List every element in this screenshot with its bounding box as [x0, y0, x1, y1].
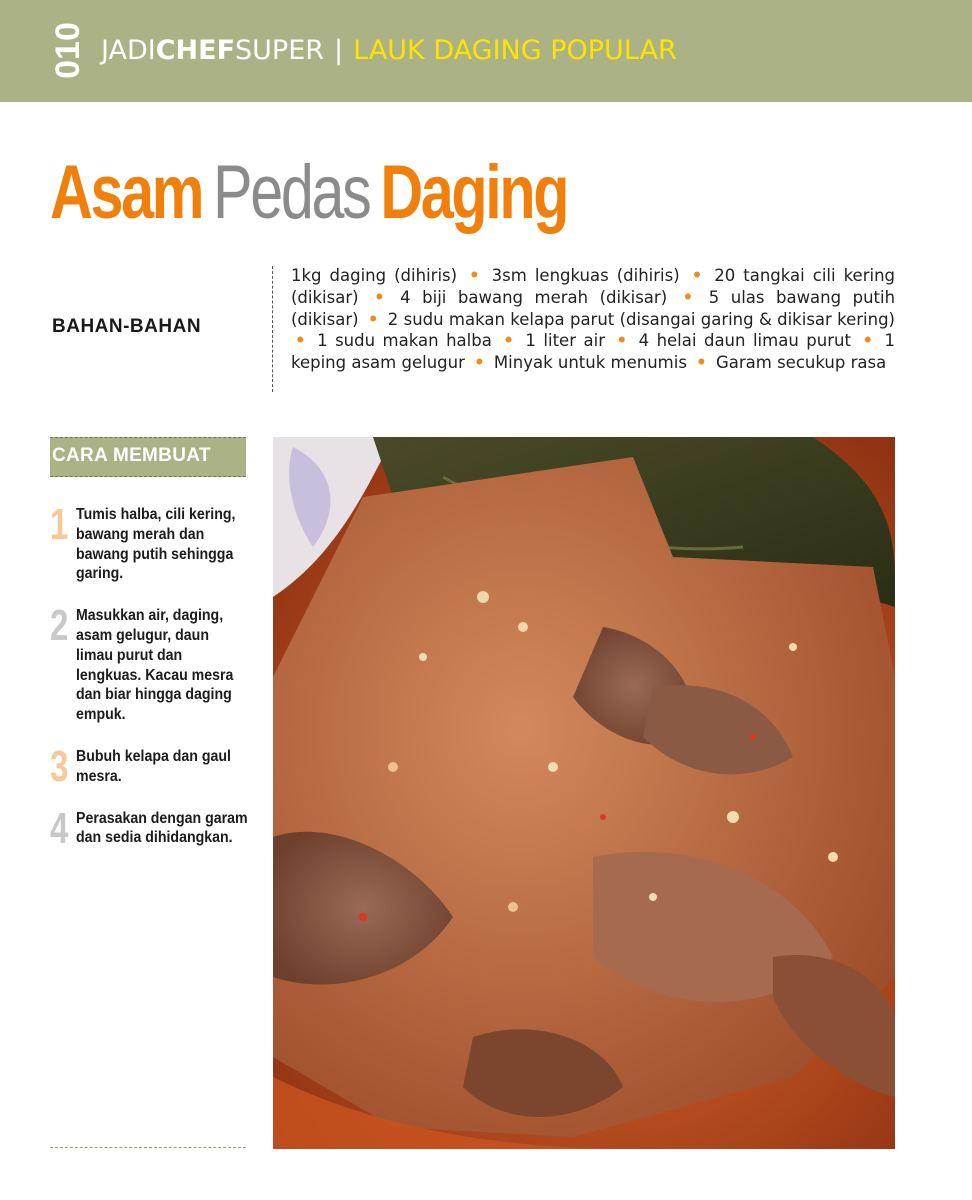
step-text: Masukkan air, daging, asam gelugur, daun limau purut dan lengkuas. Kacau mesra dan biar hingga daging empuk.: [76, 607, 234, 724]
title-pedas: Pedas: [213, 150, 370, 235]
ingredient-item: 4 biji bawang merah (dikisar): [400, 287, 668, 307]
step-1: [50, 500, 250, 584]
bullet-separator: •: [367, 309, 379, 329]
ingredient-item: 1 keping asam gelugur: [291, 331, 896, 373]
page-header: [0, 0, 972, 102]
bullet-separator: •: [862, 331, 873, 351]
ingredient-item: 1 liter air: [525, 331, 605, 351]
step-number: 2: [50, 601, 69, 651]
dish-photo: [273, 437, 895, 1149]
brand-separator: |: [334, 35, 344, 66]
bullet-separator: •: [474, 353, 485, 373]
bullet-separator: •: [691, 266, 703, 285]
ingredient-item: Garam secukup rasa: [715, 353, 887, 373]
brand-jadi: JADI: [101, 35, 156, 66]
bottom-divider: [50, 1147, 246, 1148]
ingredients-divider: [272, 266, 273, 392]
method-label-box: [50, 437, 246, 477]
recipe-title: [50, 150, 567, 236]
ingredient-item: 1 sudu makan halba: [317, 331, 492, 351]
ingredients-list: [291, 265, 895, 374]
step-4: [50, 803, 250, 853]
ingredient-item: Minyak untuk menumis: [493, 353, 687, 373]
brand-chef: CHEF: [155, 35, 236, 66]
header-brand: [101, 33, 677, 69]
bullet-separator: •: [682, 287, 694, 307]
bullet-separator: •: [469, 266, 480, 285]
step-number: 3: [50, 741, 69, 791]
step-number: 1: [50, 500, 69, 549]
bullet-separator: •: [503, 331, 514, 351]
page-number: 010: [48, 21, 87, 79]
ingredient-item: 5 ulas bawang putih (dikisar): [291, 287, 896, 329]
step-2: [50, 601, 250, 725]
bullet-separator: •: [295, 331, 306, 351]
ingredient-item: 3sm lengkuas (dihiris): [491, 266, 680, 285]
bullet-separator: •: [616, 331, 628, 351]
step-number: 4: [50, 803, 69, 853]
method-label: CARA MEMBUAT: [52, 445, 211, 466]
brand-super: SUPER: [235, 35, 325, 66]
title-asam: Asam: [50, 150, 203, 235]
ingredients-label: BAHAN-BAHAN: [52, 316, 202, 337]
bullet-separator: •: [374, 287, 385, 307]
ingredient-item: 2 sudu makan kelapa parut (disangai garing & dikisar kering): [387, 309, 895, 329]
title-daging: Daging: [380, 150, 568, 235]
ingredient-item: 1kg daging (dihiris): [291, 266, 458, 285]
section-title: LAUK DAGING POPULAR: [353, 35, 677, 66]
step-3: [50, 741, 250, 791]
dish-illustration: [273, 437, 895, 1149]
step-text: Bubuh kelapa dan gaul mesra.: [76, 747, 231, 785]
step-text: Tumis halba, cili kering, bawang merah dan bawang putih sehingga garing.: [76, 506, 236, 583]
bullet-separator: •: [696, 353, 707, 373]
step-text: Perasakan dengan garam dan sedia dihidangkan.: [76, 809, 248, 847]
ingredient-item: 20 tangkai cili kering (dikisar): [291, 266, 895, 307]
ingredient-item: 4 helai daun limau purut: [638, 331, 851, 351]
method-steps: [50, 500, 250, 853]
